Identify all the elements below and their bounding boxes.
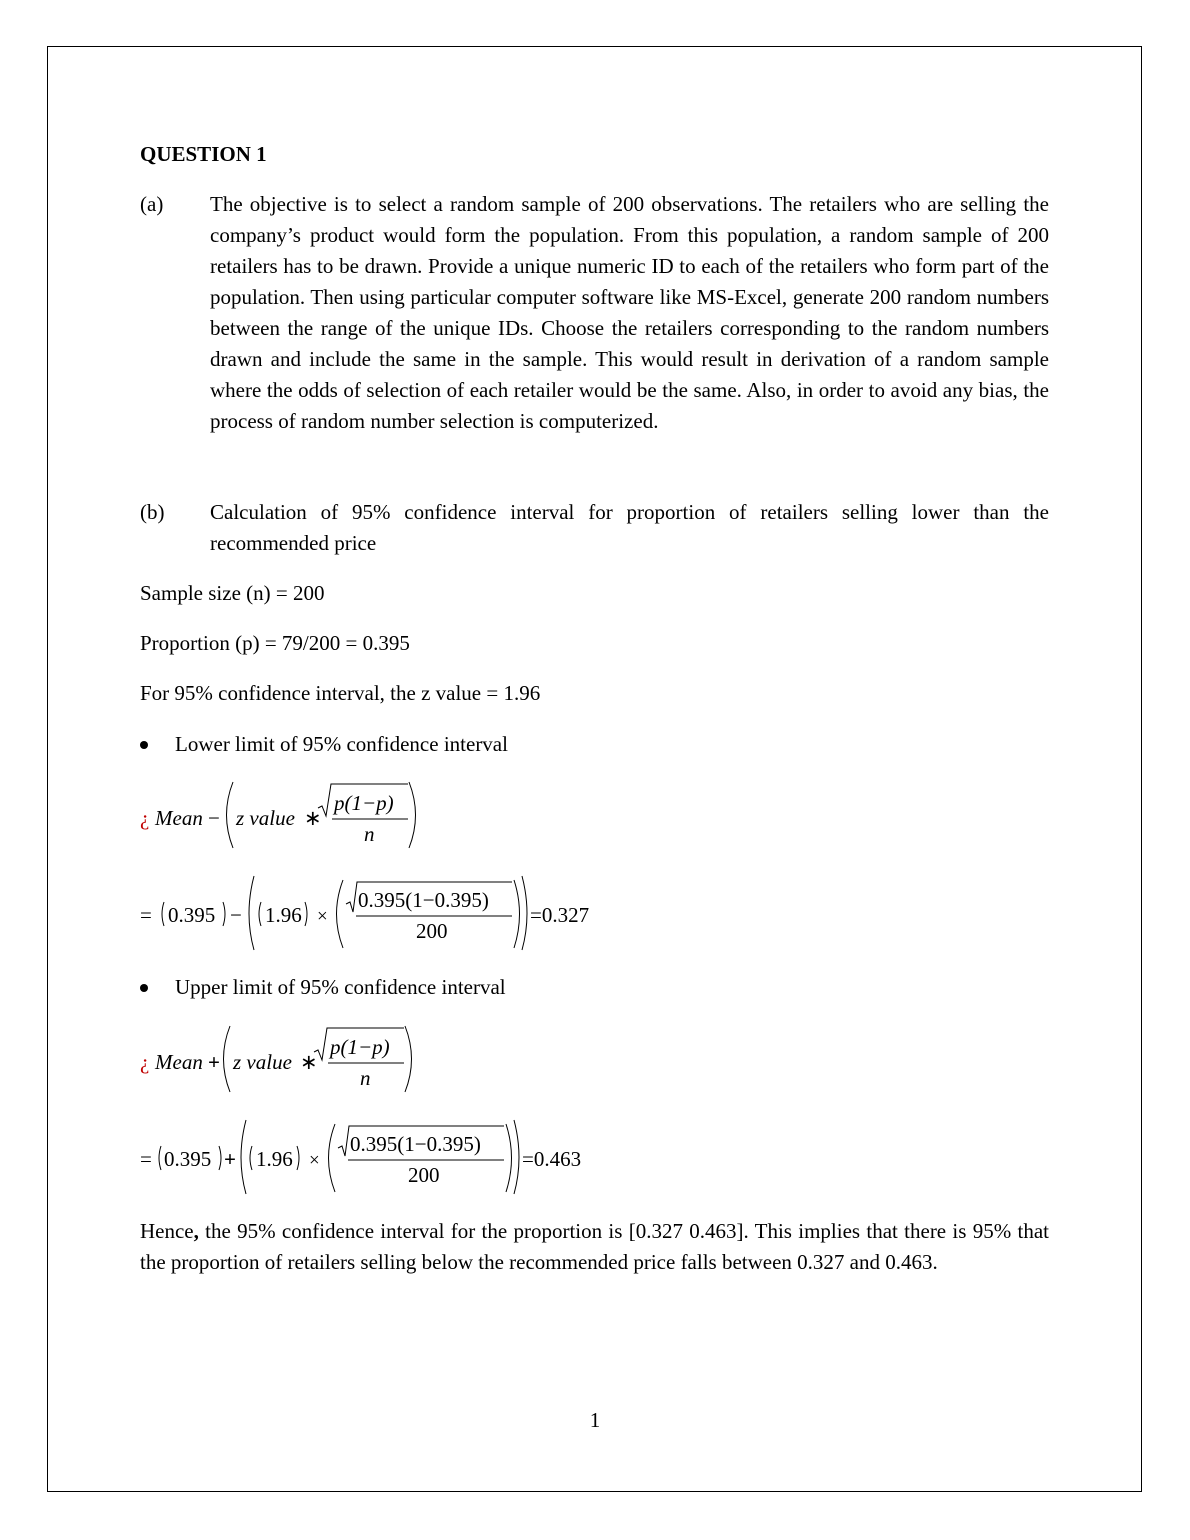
formula-denominator: n: [360, 1066, 371, 1090]
bullet-dot-icon: [140, 984, 148, 992]
calc-z-value: 1.96: [265, 903, 302, 927]
lower-limit-label: Lower limit of 95% confidence interval: [175, 732, 508, 756]
left-paren-icon: [224, 1026, 231, 1092]
lower-limit-bullet: [140, 729, 508, 760]
star-operator: ∗: [300, 1050, 318, 1074]
sample-size-line: Sample size (n) = 200: [140, 581, 325, 605]
left-paren-icon: [162, 902, 164, 926]
minus-operator: −: [230, 903, 242, 927]
part-b-label: (b): [140, 500, 165, 524]
page-number: 1: [589, 1408, 601, 1432]
conclusion-paragraph: [140, 1216, 1049, 1278]
z-value-symbol: z value: [233, 1050, 292, 1074]
inverted-question-mark: ¿: [140, 806, 150, 830]
upper-limit-label: Upper limit of 95% confidence interval: [175, 975, 506, 999]
plus-operator: +: [208, 1050, 220, 1074]
left-brace-icon: [241, 1120, 246, 1194]
upper-limit-bullet: [140, 972, 506, 1003]
conclusion-hence: Hence: [140, 1219, 194, 1243]
part-a-text: The objective is to select a random sample of 200 observations. The retailers who are selling the company’s product would form the population. From this population, a random sample of 200 retailers has to be drawn. Provide a unique numeric ID to each of the retailers who form part of the population. Then using particular computer software like MS-Excel, generate 200 random numbers between the range of the unique IDs. Choose the retailers corresponding to the random numbers drawn and include the same in the sample. This would result in derivation of a random sample where the odds of selection of each retailer would be the same. Also, in order to avoid any bias, the process of random number selection is computerized.: [210, 192, 1049, 433]
inverted-question-mark: ¿: [140, 1050, 150, 1074]
bullet-dot-icon: [140, 741, 148, 749]
left-paren-icon: [250, 1146, 252, 1170]
star-operator: ∗: [304, 806, 322, 830]
right-paren-icon: [223, 902, 225, 926]
part-b-text: Calculation of 95% confidence interval for proportion of retailers selling lower than the recommended price: [210, 500, 1049, 555]
right-brace-icon: [522, 876, 527, 950]
conclusion-text: the 95% confidence interval for the proportion is [0.327 0.463]. This implies that there is 95% that the proportion of retailers selling below the recommended price falls between 0.327 and 0.463.: [140, 1219, 1049, 1274]
left-brace-icon: [249, 876, 254, 950]
conclusion-comma: ,: [193, 1219, 199, 1243]
mean-symbol: Mean: [155, 806, 203, 830]
left-paren-icon: [227, 782, 234, 848]
part-a: [140, 189, 1049, 437]
right-paren-icon: [514, 880, 520, 948]
calc-denominator: 200: [416, 919, 448, 943]
right-paren-icon: [506, 1124, 512, 1192]
calc-proportion: 0.395: [168, 903, 216, 927]
right-paren-icon: [219, 1146, 221, 1170]
left-paren-icon: [259, 902, 261, 926]
right-brace-icon: [514, 1120, 519, 1194]
mean-symbol: Mean: [155, 1050, 203, 1074]
part-b: [140, 497, 1049, 559]
lower-general-formula: [140, 778, 440, 852]
z-value-symbol: z value: [236, 806, 295, 830]
calc-denominator: 200: [408, 1163, 440, 1187]
calc-numerator: 0.395(1−0.395): [350, 1132, 481, 1156]
right-paren-icon: [409, 782, 416, 848]
formula-numerator: p(1−p): [334, 791, 394, 815]
upper-calculation: [140, 1116, 620, 1198]
part-a-label: (a): [140, 192, 164, 216]
calc-result: =0.327: [530, 903, 590, 927]
proportion-line: Proportion (p) = 79/200 = 0.395: [140, 631, 410, 655]
calc-result: =0.463: [522, 1147, 582, 1171]
upper-general-formula: [140, 1022, 440, 1096]
plus-operator: +: [224, 1147, 236, 1171]
z-value-line: For 95% confidence interval, the z value = 1.96: [140, 681, 541, 705]
left-paren-icon: [337, 880, 344, 948]
equals-sign: =: [140, 903, 152, 927]
formula-denominator: n: [364, 822, 375, 846]
times-operator: ×: [317, 906, 328, 927]
left-paren-icon: [329, 1124, 336, 1192]
calc-numerator: 0.395(1−0.395): [358, 888, 489, 912]
minus-operator: −: [208, 806, 220, 830]
question-heading: QUESTION 1: [140, 142, 267, 166]
lower-calculation: [140, 872, 620, 954]
left-paren-icon: [159, 1146, 161, 1170]
right-paren-icon: [297, 1146, 299, 1170]
calc-proportion: 0.395: [164, 1147, 212, 1171]
right-paren-icon: [305, 902, 307, 926]
equals-sign: =: [140, 1147, 152, 1171]
times-operator: ×: [309, 1150, 320, 1171]
calc-z-value: 1.96: [256, 1147, 293, 1171]
right-paren-icon: [405, 1026, 412, 1092]
formula-numerator: p(1−p): [330, 1035, 390, 1059]
